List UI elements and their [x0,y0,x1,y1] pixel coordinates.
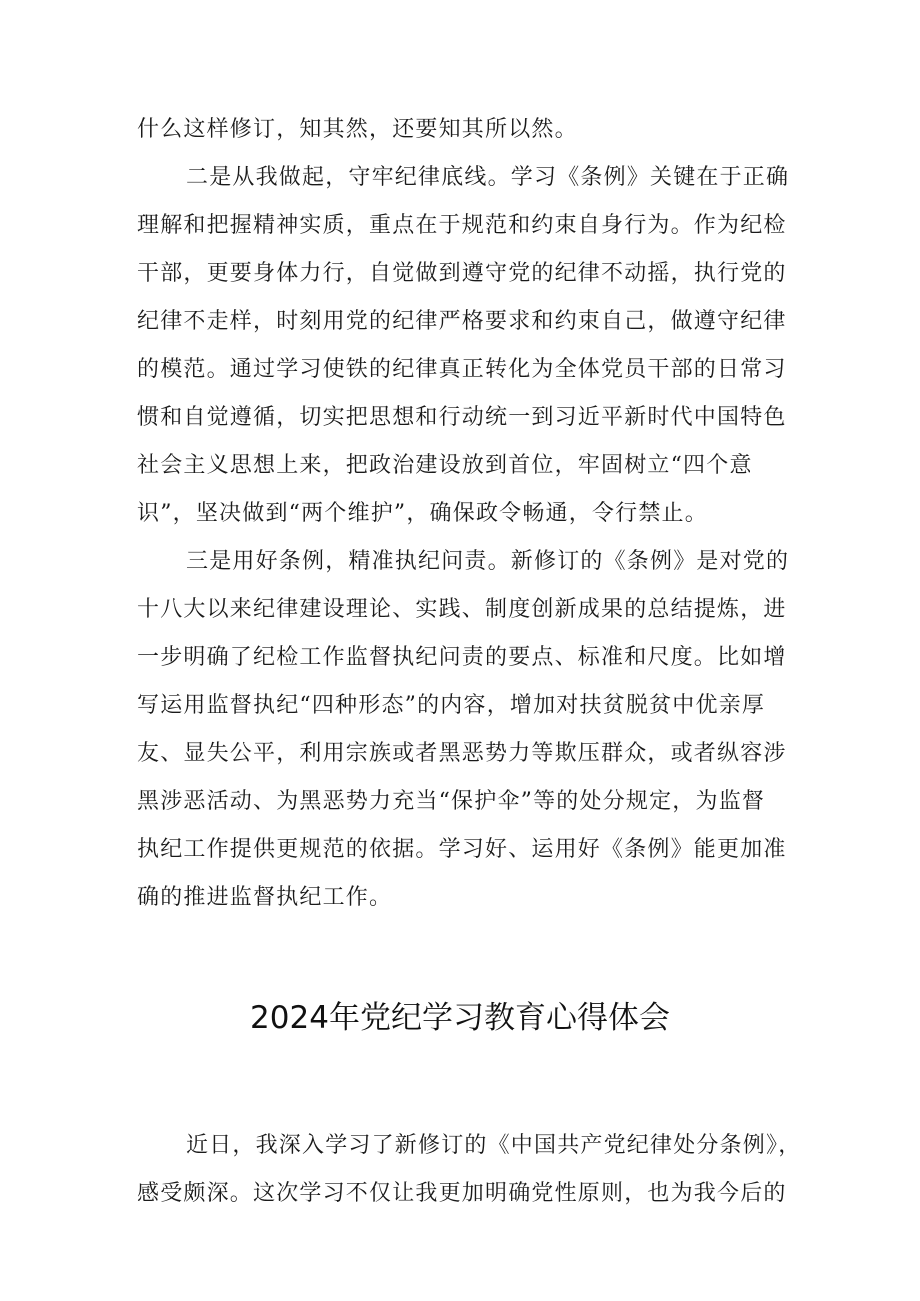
paragraph-3-line-6: 黑涉恶活动、为黑恶势力充当“保护伞”等的处分规定，为监督 [137,789,766,814]
paragraph-3-line-2: 十八大以来纪律建设理论、实践、制度创新成果的总结提炼，进 [137,597,787,622]
paragraph-3-line-1: 三是用好条例，精准执纪问责。新修订的《条例》是对党的 [186,549,790,574]
intro-paragraph-line-2: 感受颇深。这次学习不仅让我更加明确党性原则，也为我今后的 [137,1181,787,1206]
paragraph-2-line-6: 惯和自觉遵循，切实把思想和行动统一到习近平新时代中国特色 [137,405,787,430]
paragraph-2-line-7: 社会主义思想上来，把政治建设放到首位，牢固树立“四个意 [137,453,753,478]
paragraph-3-line-7: 执纪工作提供更规范的依据。学习好、运用好《条例》能更加准 [137,837,787,862]
paragraph-3-line-3: 一步明确了纪检工作监督执纪问责的要点、标准和尺度。比如增 [137,645,787,670]
paragraph-2-line-1: 二是从我做起，守牢纪律底线。学习《条例》关键在于正确 [186,165,790,190]
paragraph-2-line-5: 的模范。通过学习使铁的纪律真正转化为全体党员干部的日常习 [137,357,787,382]
paragraph-1-line-1: 什么这样修订，知其然，还要知其所以然。 [137,117,578,142]
intro-paragraph-line-1: 近日，我深入学习了新修订的《中国共产党纪律处分条例》， [186,1133,802,1158]
paragraph-2-line-4: 纪律不走样，时刻用党的纪律严格要求和约束自己，做遵守纪律 [137,309,787,334]
paragraph-3-line-5: 友、显失公平，利用宗族或者黑恶势力等欺压群众，或者纵容涉 [137,741,787,766]
paragraph-2-line-8: 识”，坚决做到“两个维护”，确保政令畅通，令行禁止。 [137,501,708,526]
paragraph-3-line-4: 写运用监督执纪“四种形态”的内容，增加对扶贫脱贫中优亲厚 [137,693,766,718]
paragraph-3-line-8: 确的推进监督执纪工作。 [137,885,393,910]
paragraph-2-line-3: 干部，更要身体力行，自觉做到遵守党的纪律不动摇，执行党的 [137,261,787,286]
paragraph-2-line-2: 理解和把握精神实质，重点在于规范和约束自身行为。作为纪检 [137,213,787,238]
section-title: 2024年党纪学习教育心得体会 [250,1000,670,1036]
